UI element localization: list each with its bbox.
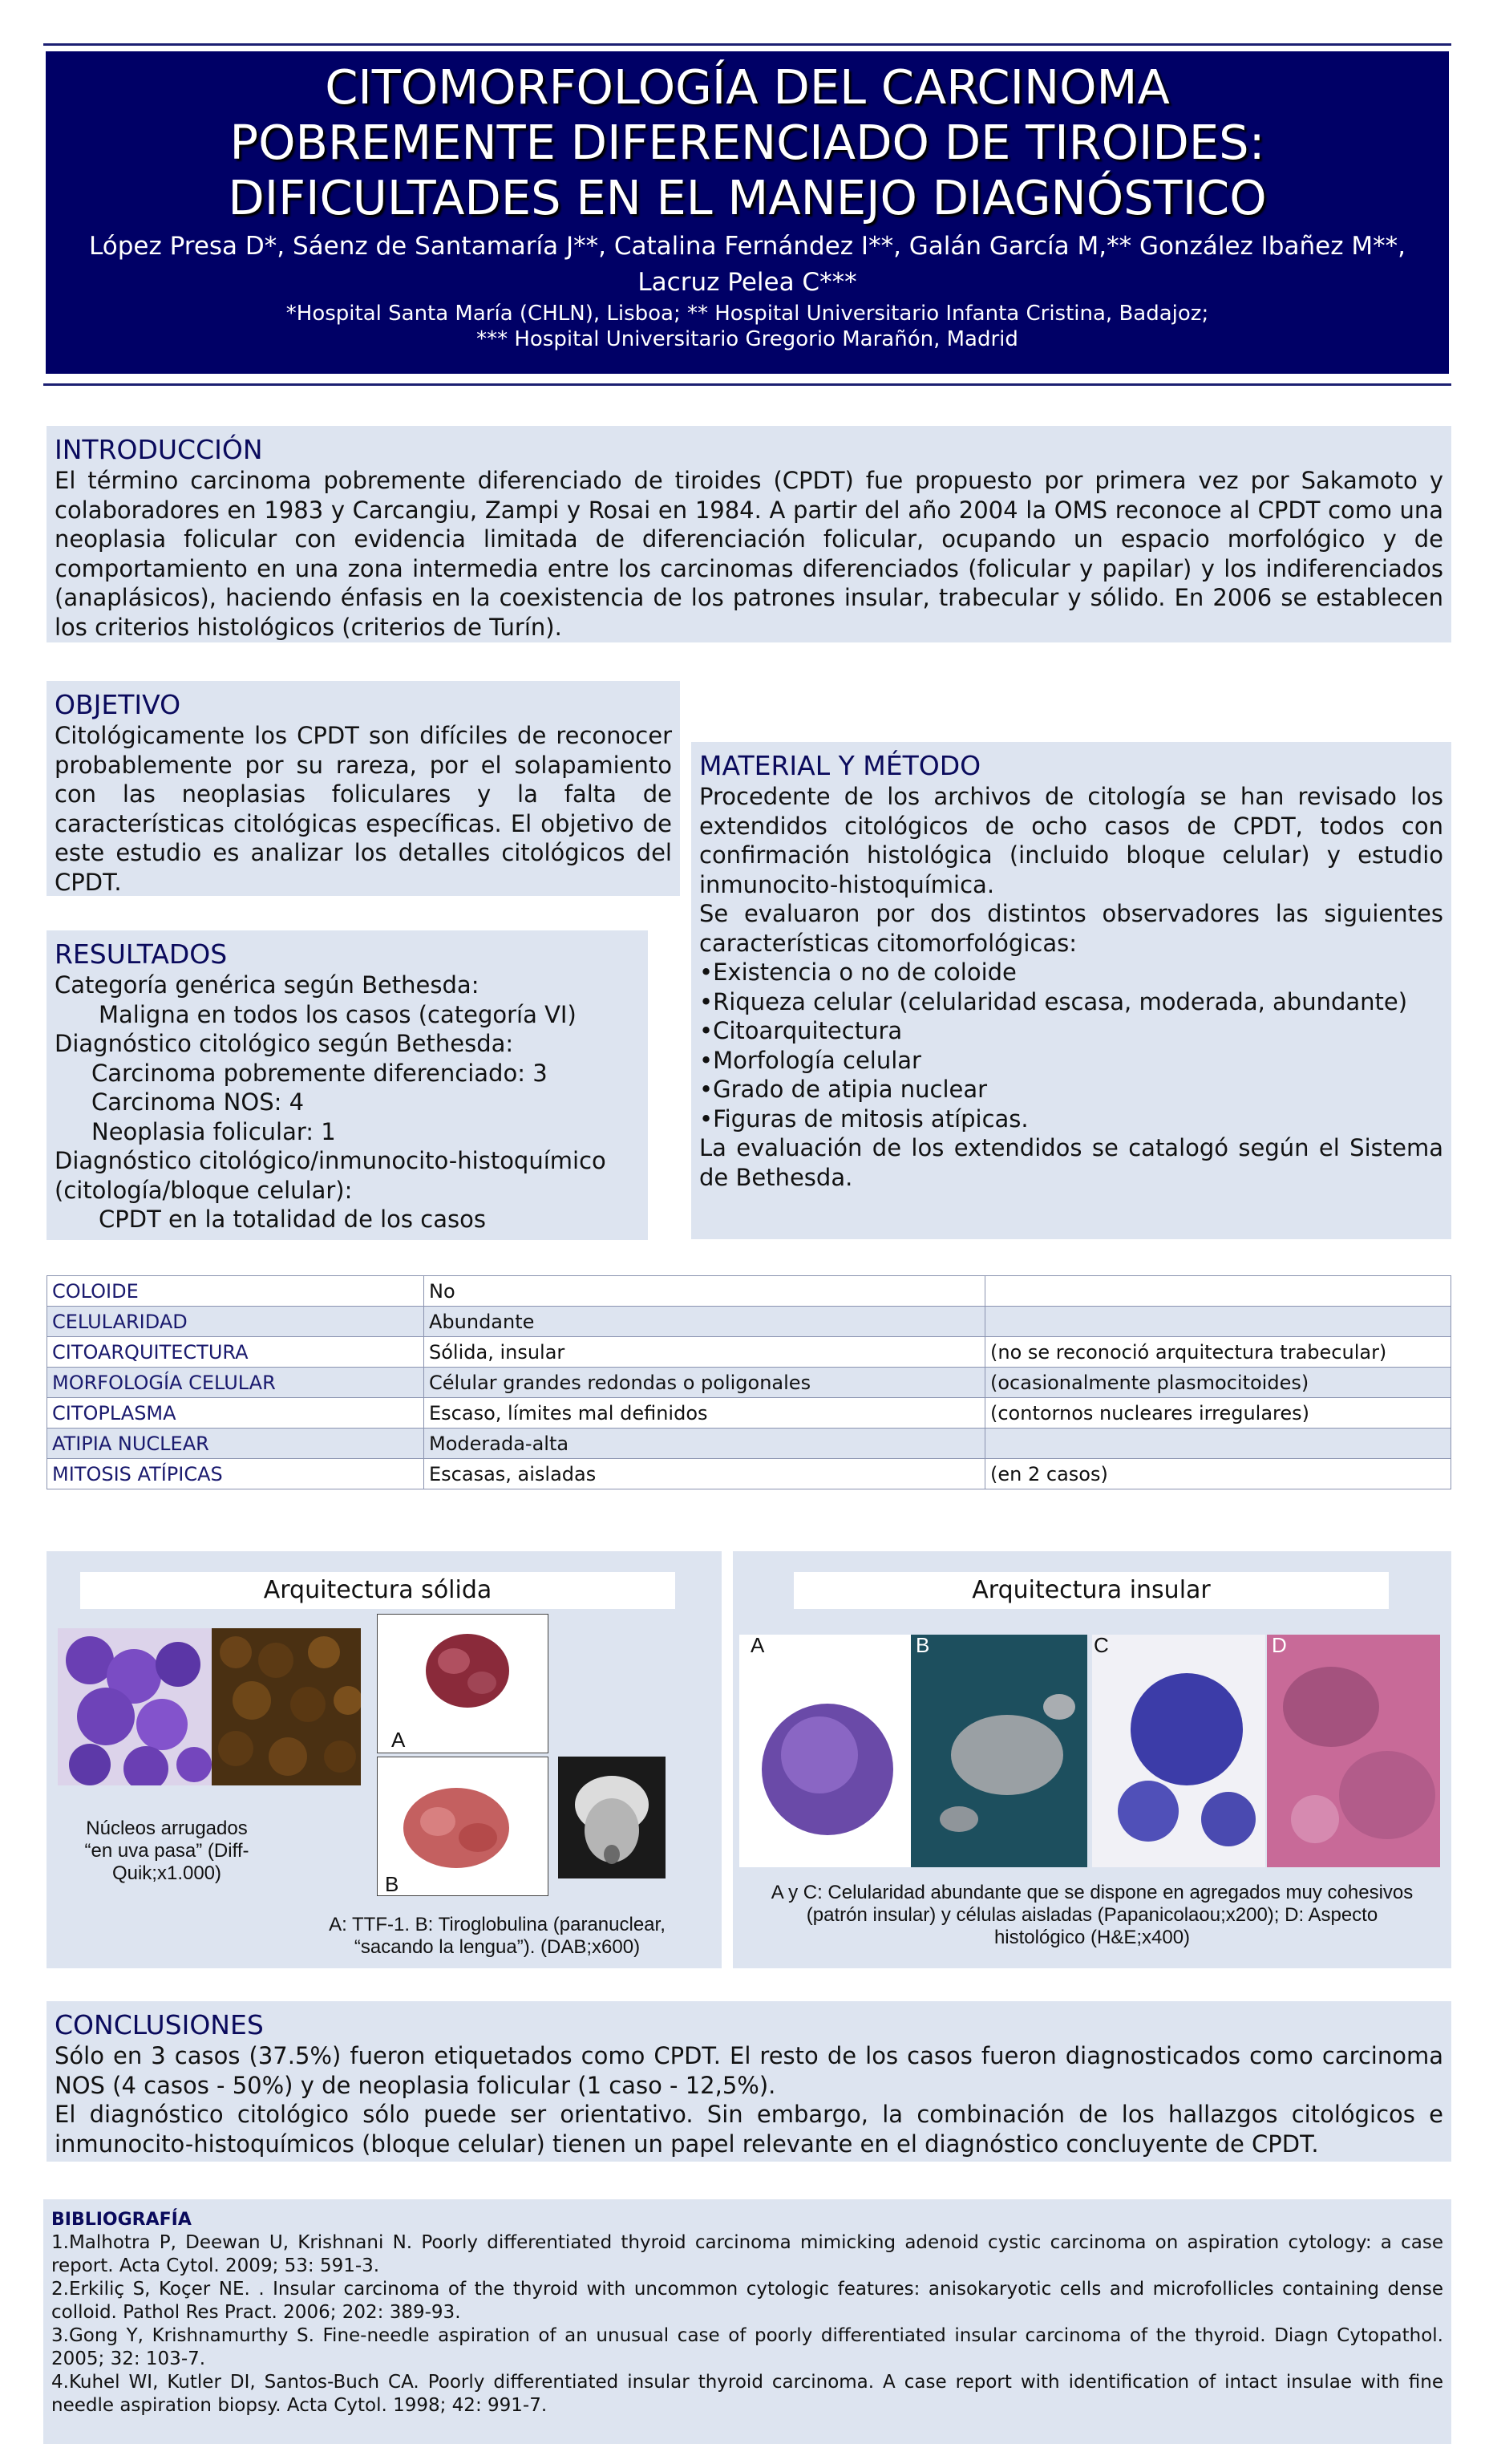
table-cell: CITOPLASMA bbox=[47, 1398, 424, 1429]
table-cell: Moderada-alta bbox=[424, 1429, 985, 1459]
table-cell bbox=[985, 1307, 1451, 1337]
table-row bbox=[47, 1398, 1451, 1429]
resultados-line: (citología/bloque celular): bbox=[55, 1176, 353, 1204]
table-cell bbox=[985, 1429, 1451, 1459]
title-line-1: CITOMORFOLOGÍA DEL CARCINOMA bbox=[325, 59, 1170, 115]
table-cell: CELULARIDAD bbox=[47, 1307, 424, 1337]
poster-title bbox=[46, 51, 1449, 225]
material-closing: La evaluación de los extendidos se catalogó según el Sistema de Bethesda. bbox=[699, 1134, 1443, 1191]
photo-tiroglobulina bbox=[377, 1757, 548, 1896]
photo-raisin bbox=[212, 1628, 361, 1785]
material-bullet: •Figuras de mitosis atípicas. bbox=[699, 1104, 1029, 1133]
conclusiones-p1: Sólo en 3 casos (37.5%) fueron etiquetados como CPDT. El resto de los casos fueron diagnosticados como carcinoma NOS (4 casos - 50%) y de neoplasia folicular (1 caso - 12,5%). bbox=[55, 2042, 1443, 2099]
resultados-section bbox=[47, 930, 648, 1240]
material-bullet: •Grado de atipia nuclear bbox=[699, 1076, 988, 1103]
figure-title-solida: Arquitectura sólida bbox=[80, 1572, 675, 1609]
table-cell bbox=[985, 1276, 1451, 1307]
photo-insular-a bbox=[739, 1635, 911, 1867]
photo-diff-quik bbox=[58, 1628, 212, 1785]
table-cell: No bbox=[424, 1276, 985, 1307]
introduccion-text: El término carcinoma pobremente diferenciado de tiroides (CPDT) fue propuesto por primera vez por Sakamoto y colaboradores en 1983 y Carcangiu, Zampi y Rosai en 1984. A partir del año 2004 la OMS reconoce al CPDT como una neoplasia folicular con evidencia limitada de diferenciación folicular, ocupando un espacio morfológico y de comportamiento en una zona intermedia entre los carcinomas diferenciados (folicular y papilar) y los indiferenciados (anaplásicos), haciendo énfasis en la coexistencia de los patrones insular, trabecular y sólido. En 2006 se establecen los criterios histológicos (criterios de Turín). bbox=[55, 467, 1443, 641]
title-line-3: DIFICULTADES EN EL MANEJO DIAGNÓSTICO bbox=[228, 170, 1267, 225]
label-a-insular: A bbox=[751, 1633, 765, 1657]
table-cell: Sólida, insular bbox=[424, 1337, 985, 1368]
table-cell: MORFOLOGÍA CELULAR bbox=[47, 1368, 424, 1398]
poster-header bbox=[46, 51, 1449, 374]
objetivo-section bbox=[47, 681, 680, 896]
features-table bbox=[47, 1275, 1451, 1489]
resultados-line: CPDT en la totalidad de los casos bbox=[99, 1206, 486, 1233]
title-line-2: POBREMENTE DIFERENCIADO DE TIROIDES: bbox=[229, 115, 1265, 170]
table-cell: MITOSIS ATÍPICAS bbox=[47, 1459, 424, 1489]
header-bottom-rule bbox=[43, 383, 1451, 386]
table-cell: (contornos nucleares irregulares) bbox=[985, 1398, 1451, 1429]
objetivo-text: Citológicamente los CPDT son difíciles de reconocer probablemente por su rareza, por el solapamiento con las neoplasias foliculares y la falta de características citológicas específicas. El objetivo de este estudio es analizar los detalles citológicos del CPDT. bbox=[55, 722, 672, 896]
authors: López Presa D*, Sáenz de Santamaría J**, Catalina Fernández I**, Galán García M,** González Ibañez M**, Lacruz Pelea C*** bbox=[89, 232, 1406, 297]
bibliografia-item: 1.Malhotra P, Deewan U, Krishnani N. Poorly differentiated thyroid carcinoma mimicking adenoid cystic carcinoma on aspiration cytology: a case report. Acta Cytol. 2009; 53: 591-3. bbox=[51, 2232, 1443, 2276]
caption-tiroglobulina: A: TTF-1. B: Tiroglobulina (paranuclear, “sacando la lengua”). (DAB;x600) bbox=[329, 1914, 666, 1958]
objetivo-heading: OBJETIVO bbox=[55, 689, 181, 720]
photo-einstein bbox=[558, 1757, 666, 1878]
caption-insular: A y C: Celularidad abundante que se dispone en agregados muy cohesivos (patrón insular) y células aisladas (Papanicolaou;x200); D: Aspecto histológico (H&E;x400) bbox=[771, 1882, 1414, 1948]
bibliografia-item: 3.Gong Y, Krishnamurthy S. Fine-needle aspiration of an unusual case of poorly differentiated insular carcinoma of the thyroid. Diagn Cytopathol. 2005; 32: 103-7. bbox=[51, 2325, 1443, 2369]
affiliation-1: *Hospital Santa María (CHLN), Lisboa; ** Hospital Universitario Infanta Cristina, Badajoz; bbox=[285, 302, 1209, 326]
caption-diff-quik: Núcleos arrugados “en uva pasa” (Diff-Quik;x1.000) bbox=[84, 1818, 249, 1884]
table-cell: Célular grandes redondas o poligonales bbox=[424, 1368, 985, 1398]
table-cell: CITOARQUITECTURA bbox=[47, 1337, 424, 1368]
header-top-rule bbox=[43, 43, 1451, 46]
resultados-line: Maligna en todos los casos (categoría VI) bbox=[99, 1000, 577, 1028]
conclusiones-p2: El diagnóstico citológico sólo puede ser orientativo. Sin embargo, la combinación de los hallazgos citológicos e inmunocito-histoquímicos (bloque celular) tienen un papel relevante en el diagnóstico concluyente de CPDT. bbox=[55, 2101, 1443, 2158]
table-row bbox=[47, 1337, 1451, 1368]
introduccion-section bbox=[47, 426, 1451, 642]
photo-insular-b bbox=[911, 1635, 1087, 1867]
resultados-line: Diagnóstico citológico según Bethesda: bbox=[55, 1030, 514, 1057]
label-d-insular: D bbox=[1272, 1633, 1287, 1657]
table-row bbox=[47, 1429, 1451, 1459]
resultados-line: Carcinoma pobremente diferenciado: 3 bbox=[91, 1059, 548, 1087]
table-row bbox=[47, 1368, 1451, 1398]
label-b-insular: B bbox=[916, 1633, 930, 1657]
material-intro: Procedente de los archivos de citología se han revisado los extendidos citológicos de ocho casos de CPDT, todos con confirmación histológica (incluido bloque celular) y estudio inmunocito-histoquímica. bbox=[699, 783, 1443, 898]
table-cell: (ocasionalmente plasmocitoides) bbox=[985, 1368, 1451, 1398]
material-bullet: •Morfología celular bbox=[699, 1046, 921, 1074]
bibliografia-section bbox=[43, 2199, 1451, 2444]
table-row bbox=[47, 1459, 1451, 1489]
material-bullet: •Citoarquitectura bbox=[699, 1017, 903, 1044]
table-cell: Escaso, límites mal definidos bbox=[424, 1398, 985, 1429]
introduccion-heading: INTRODUCCIÓN bbox=[55, 434, 263, 465]
table-cell: Abundante bbox=[424, 1307, 985, 1337]
conclusiones-section bbox=[47, 2001, 1451, 2162]
affiliation-2: *** Hospital Universitario Gregorio Marañón, Madrid bbox=[476, 327, 1018, 351]
conclusiones-heading: CONCLUSIONES bbox=[55, 2009, 264, 2040]
material-lead: Se evaluaron por dos distintos observadores las siguientes características citomorfológicas: bbox=[699, 900, 1443, 957]
label-c-insular: C bbox=[1094, 1633, 1109, 1657]
bibliografia-item: 4.Kuhel WI, Kutler DI, Santos-Buch CA. Poorly differentiated insular thyroid carcinoma. A case report with identification of intact insulae with fine needle aspiration biopsy. Acta Cytol. 1998; 42: 991-7. bbox=[51, 2372, 1443, 2416]
resultados-line: Categoría genérica según Bethesda: bbox=[55, 971, 479, 999]
table-cell: ATIPIA NUCLEAR bbox=[47, 1429, 424, 1459]
table-row bbox=[47, 1276, 1451, 1307]
label-a-solida: A bbox=[391, 1728, 406, 1752]
photo-insular-c bbox=[1092, 1635, 1265, 1867]
resultados-heading: RESULTADOS bbox=[55, 938, 228, 970]
material-section bbox=[691, 742, 1451, 1239]
bibliografia-heading: BIBLIOGRAFÍA bbox=[51, 2210, 192, 2230]
label-b-solida: B bbox=[385, 1872, 399, 1896]
resultados-line: Diagnóstico citológico/inmunocito-histoquímico bbox=[55, 1147, 606, 1174]
resultados-line: Neoplasia folicular: 1 bbox=[91, 1117, 336, 1145]
figure-title-insular: Arquitectura insular bbox=[794, 1572, 1389, 1609]
material-bullet: •Riqueza celular (celularidad escasa, moderada, abundante) bbox=[699, 987, 1408, 1015]
bibliografia-item: 2.Erkiliç S, Koçer NE. . Insular carcinoma of the thyroid with uncommon cytologic features: anisokaryotic cells and microfollicles containing dense colloid. Pathol Res Pract. 2006; 202: 389-93. bbox=[51, 2279, 1443, 2323]
table-cell: Escasas, aisladas bbox=[424, 1459, 985, 1489]
table-cell: (no se reconoció arquitectura trabecular) bbox=[985, 1337, 1451, 1368]
table-cell: (en 2 casos) bbox=[985, 1459, 1451, 1489]
resultados-line: Carcinoma NOS: 4 bbox=[91, 1088, 305, 1116]
material-bullet: •Existencia o no de coloide bbox=[699, 958, 1017, 986]
material-heading: MATERIAL Y MÉTODO bbox=[699, 750, 981, 781]
photo-insular-d bbox=[1267, 1635, 1440, 1867]
table-cell: COLOIDE bbox=[47, 1276, 424, 1307]
table-row bbox=[47, 1307, 1451, 1337]
